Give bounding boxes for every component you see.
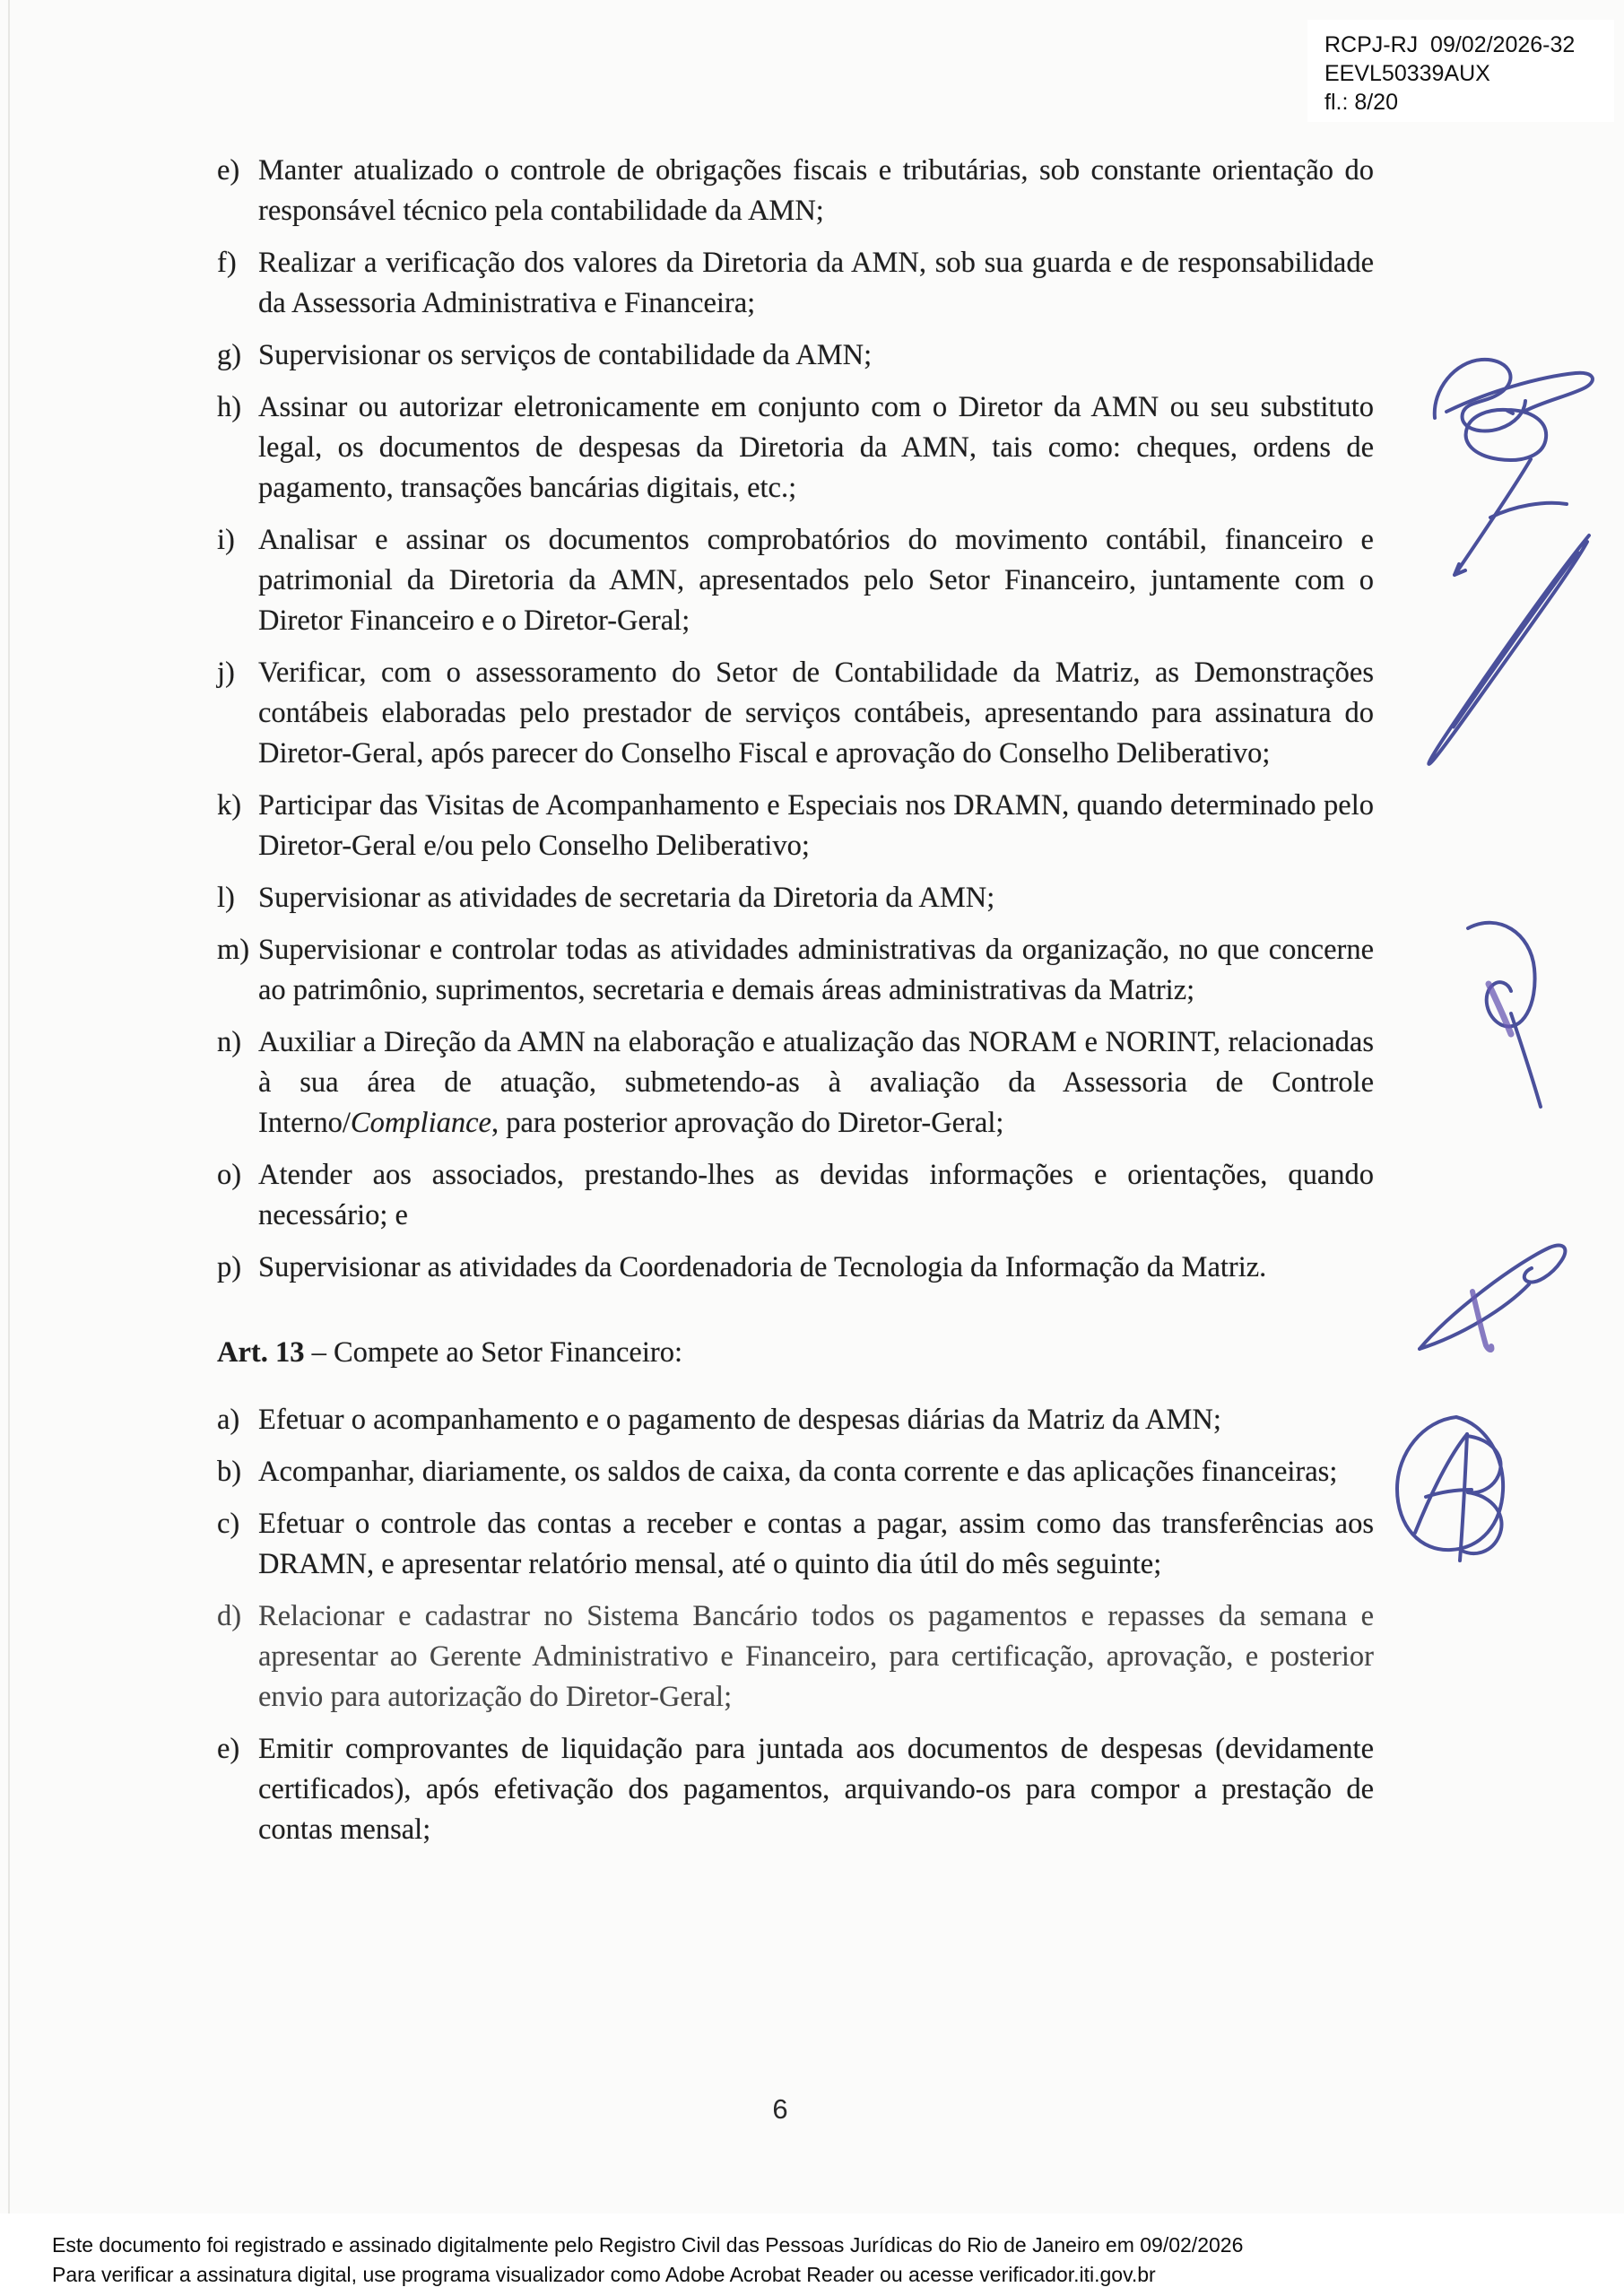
article-13-heading	[217, 1333, 1374, 1373]
list-item	[217, 151, 1374, 231]
item-letter-label: c)	[217, 1508, 240, 1540]
list-item	[217, 1504, 1374, 1585]
signature-initials-mark	[1397, 1417, 1503, 1561]
item-text: Efetuar o controle das contas a receber e contas a pagar, assim como das transferências aos DRAMN, e apresentar relatório mensal, até o quinto dia útil do mês seguinte;	[258, 1508, 1374, 1580]
article-number: Art. 13	[217, 1336, 305, 1369]
item-text: Supervisionar e controlar todas as atividades administrativas da organização, no que concerne ao patrimônio, suprimentos, secretaria e demais áreas administrativas da Matriz;	[258, 934, 1374, 1006]
item-text: Efetuar o acompanhamento e o pagamento de despesas diárias da Matriz da AMN;	[258, 1404, 1221, 1436]
item-letter-label: e)	[217, 1733, 240, 1765]
item-letter-label: i)	[217, 524, 235, 556]
clause-list-secondary	[217, 1400, 1374, 1850]
item-letter-label: o)	[217, 1159, 242, 1191]
item-text: Realizar a verificação dos valores da Diretoria da AMN, sob sua guarda e de responsabilidade da Assessoria Administrativa e Financeira;	[258, 247, 1374, 319]
footer-registration-line: Este documento foi registrado e assinado digitalmente pelo Registro Civil das Pessoas Jurídicas do Rio de Janeiro em 09/02/2026	[52, 2233, 1244, 2257]
item-text: Supervisionar as atividades de secretaria da Diretoria da AMN;	[258, 882, 995, 914]
signature-loop-mark	[1468, 923, 1541, 1107]
signature-ellipse-mark	[1420, 1246, 1565, 1350]
article-title: – Compete ao Setor Financeiro:	[304, 1336, 682, 1369]
item-letter-label: d)	[217, 1600, 242, 1632]
item-letter-label: b)	[217, 1456, 242, 1488]
item-letter-label: m)	[217, 934, 250, 966]
item-text: Participar das Visitas de Acompanhamento e Especiais nos DRAMN, quando determinado pelo Diretor-Geral e/ou pelo Conselho Deliberativo;	[258, 789, 1374, 862]
item-text: Auxiliar a Direção da AMN na elaboração e atualização das NORAM e NORINT, relacionadas à sua área de atuação, submetendo-as à avaliação da Assessoria de Controle Interno/Compliance, para posterior aprovação do Diretor-Geral;	[258, 1026, 1374, 1139]
list-item	[217, 1248, 1374, 1288]
list-item	[217, 878, 1374, 918]
stamp-protocol-line: RCPJ-RJ 09/02/2026-32	[1324, 32, 1576, 57]
item-letter-label: p)	[217, 1251, 242, 1283]
item-text: Supervisionar as atividades da Coordenadoria de Tecnologia da Informação da Matriz.	[258, 1251, 1267, 1283]
clause-list-primary	[217, 151, 1374, 1288]
list-item	[217, 1155, 1374, 1236]
item-text: Emitir comprovantes de liquidação para juntada aos documentos de despesas (devidamente certificados), após efetivação dos pagamentos, arquivando-os para compor a prestação de contas mensal;	[258, 1733, 1374, 1846]
item-letter-label: h)	[217, 391, 242, 423]
footer-verification-line: Para verificar a assinatura digital, use programa visualizador como Adobe Acrobat Reader ou acesse verificador.iti.gov.br	[52, 2263, 1156, 2286]
item-text: Supervisionar os serviços de contabilidade da AMN;	[258, 339, 873, 371]
document-body	[217, 151, 1374, 1862]
registry-stamp	[1307, 20, 1614, 122]
list-item	[217, 1596, 1374, 1718]
item-letter-label: n)	[217, 1026, 242, 1058]
item-letter-label: l)	[217, 882, 235, 914]
list-item	[217, 786, 1374, 866]
signature-rubric-mark	[1429, 360, 1593, 764]
item-text: Relacionar e cadastrar no Sistema Bancário todos os pagamentos e repasses da semana e apresentar ao Gerente Administrativo e Financeiro, para certificação, aprovação, e posterior envio para autorização do Diretor-Geral;	[258, 1600, 1374, 1713]
list-item	[217, 1452, 1374, 1492]
item-letter-label: e)	[217, 154, 240, 187]
list-item	[217, 1400, 1374, 1440]
item-text: Acompanhar, diariamente, os saldos de caixa, da conta corrente e das aplicações financeiras;	[258, 1456, 1338, 1488]
scan-page-edge-line	[8, 0, 10, 2296]
item-text: Manter atualizado o controle de obrigações fiscais e tributárias, sob constante orientação do responsável técnico pela contabilidade da AMN;	[258, 154, 1374, 227]
list-item	[217, 1022, 1374, 1144]
item-letter-label: f)	[217, 247, 237, 279]
item-letter-label: a)	[217, 1404, 240, 1436]
list-item	[217, 335, 1374, 376]
digital-signature-footer	[52, 2231, 1576, 2290]
list-item	[217, 520, 1374, 641]
list-item	[217, 653, 1374, 774]
item-text: Assinar ou autorizar eletronicamente em conjunto com o Diretor da AMN ou seu substituto legal, os documentos de despesas da Diretoria da AMN, tais como: cheques, ordens de pagamento, transações bancárias digitais, etc.;	[258, 391, 1374, 504]
stamp-sheet-line: fl.: 8/20	[1324, 90, 1398, 115]
list-item	[217, 387, 1374, 509]
list-item	[217, 930, 1374, 1011]
item-letter-label: k)	[217, 789, 242, 822]
item-letter-label: g)	[217, 339, 242, 371]
item-text: Atender aos associados, prestando-lhes as devidas informações e orientações, quando necessário; e	[258, 1159, 1374, 1231]
list-item	[217, 243, 1374, 324]
page-number: 6	[772, 2093, 788, 2125]
item-letter-label: j)	[217, 657, 235, 689]
item-text: Analisar e assinar os documentos comprobatórios do movimento contábil, financeiro e patrimonial da Diretoria da AMN, apresentados pelo Setor Financeiro, juntamente com o Diretor Financeiro e o Diretor-Geral;	[258, 524, 1374, 637]
list-item	[217, 1729, 1374, 1850]
item-text: Verificar, com o assessoramento do Setor de Contabilidade da Matriz, as Demonstrações contábeis elaboradas pelo prestador de serviços contábeis, apresentando para assinatura do Diretor-Geral, após parecer do Conselho Fiscal e aprovação do Conselho Deliberativo;	[258, 657, 1374, 770]
stamp-code-line: EEVL50339AUX	[1324, 61, 1490, 86]
